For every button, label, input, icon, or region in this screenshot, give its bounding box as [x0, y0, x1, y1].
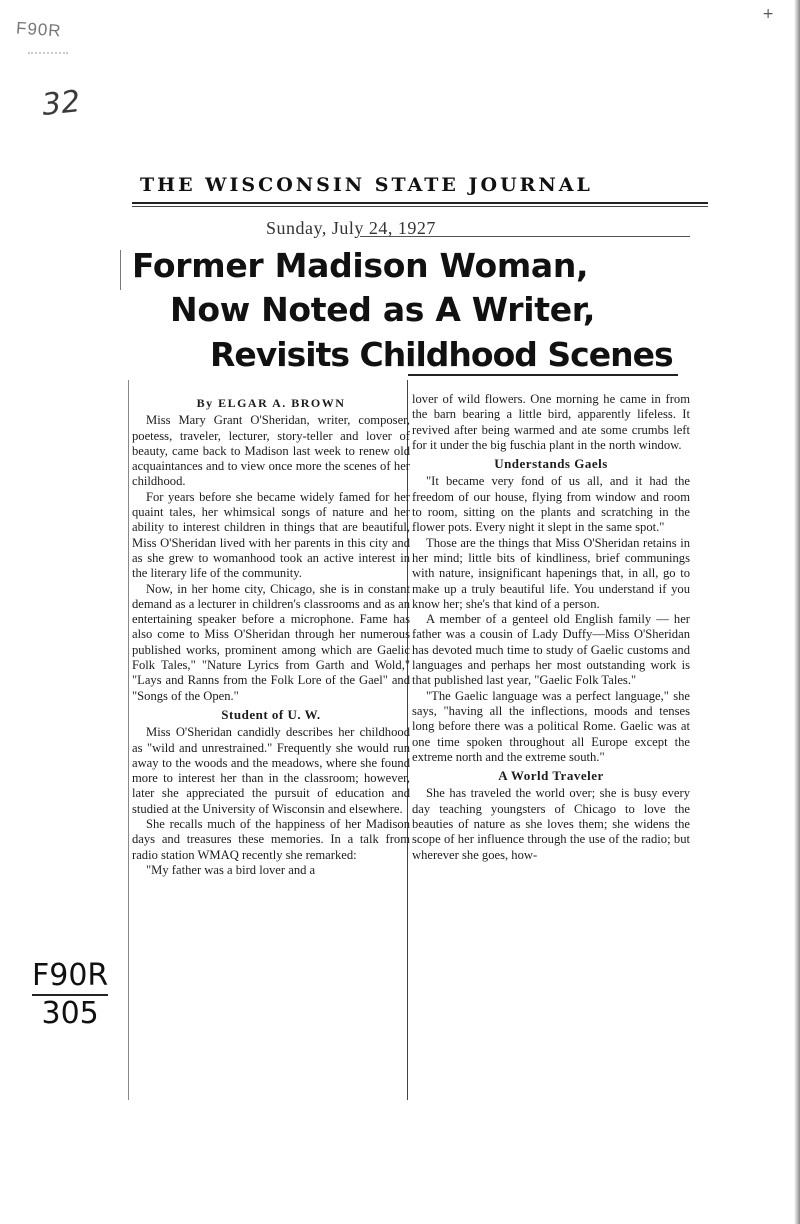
paragraph: For years before she became widely famed for her quaint tales, her whimsical songs of nature and her ability to interest children in things that are beautiful, Miss O'Sheridan lived with her parents in this city and as she grew to womanhood took an active interest in the literary life of the community. [132, 489, 410, 581]
paragraph: A member of a genteel old English family — her father was a cousin of Lady Duffy—Miss O'Sheridan has devoted much time to study of Gaelic customs and languages and perhaps her most outstanding work is that published last year, "Gaelic Folk Tales." [412, 612, 690, 688]
masthead: THE WISCONSIN STATE JOURNAL [140, 174, 593, 196]
right-column [412, 392, 690, 863]
corner-mark: + [762, 6, 774, 22]
handwritten-call-number [32, 958, 108, 1032]
subhead-traveler: A World Traveler [498, 768, 604, 784]
subhead-gaels: Understands Gaels [494, 456, 608, 472]
paragraph: "My father was a bird lover and a [146, 862, 316, 877]
dateline-rule [360, 236, 690, 237]
left-column-edge [128, 380, 129, 1100]
archive-smudge [28, 52, 68, 62]
paragraph: "The Gaelic language was a perfect language," she says, "having all the inflections, moods and tenses long before there was a political Rome. Gaelic was at one time spoken throughout all Europe except the extreme north and the extreme south." [412, 688, 690, 764]
headline-line-1: Former Madison Woman, [132, 246, 589, 285]
paragraph: Miss Mary Grant O'Sheridan, writer, composer, poetess, traveler, lecturer, story-teller and lover of beauty, came back to Madison last week to renew old acquaintances and to view once more the scenes of her childhood. [132, 413, 410, 489]
paragraph: Now, in her home city, Chicago, she is in constant demand as a lecturer in children's classrooms and as an entertaining speaker before a microphone. Fame has also come to Miss O'Sheridan through her numerous published works, prominent among which are Gaelic Folk Tales," "Nature Lyrics from Garth and Wold," "Lays and Ranns from the Folk Lore of the Gael" and "Songs of the Open." [132, 581, 410, 703]
paragraph: Miss O'Sheridan candidly describes her childhood as "wild and unrestrained." Frequently she would run away to the woods and the meadows, where she found more to interest her than in the classroom; however, later she appreciated the pursuit of education and studied at the University of Wisconsin and elsewhere. [132, 725, 410, 816]
masthead-rule [132, 202, 708, 204]
call-number-bottom: 305 [32, 994, 108, 1032]
paragraph: She has traveled the world over; she is busy every day teaching youngsters of Chicago to love the beauties of nature as she loves them; she widens the scope of her influence through the use of the radio; but wherever she goes, how- [412, 786, 690, 862]
subhead-student: Student of U. W. [221, 706, 321, 722]
call-number-top: F90R [32, 958, 109, 993]
dateline: Sunday, July 24, 1927 [266, 218, 436, 238]
headline-rule [408, 374, 678, 376]
headline-line-3: Revisits Childhood Scenes [210, 335, 673, 374]
archive-code-top: F90R [15, 18, 63, 41]
clipping-cut-edge [120, 250, 121, 290]
paragraph: Those are the things that Miss O'Sheridan retains in her mind; little bits of kindliness, brief communings with nature, insignificant hapenings that, in all, go to make up a truly beautiful life. You understand if you know her; she's that kind of a person. [412, 535, 690, 611]
newspaper-clipping [120, 170, 710, 1130]
paragraph: "It became very fond of us all, and it had the freedom of our house, flying from window and room to room, sitting on the plants and scratching in the flower pots. Every night it slept in the same spot." [412, 474, 690, 535]
masthead-rule-thin [132, 206, 708, 207]
paragraph: lover of wild flowers. One morning he came in from the barn bearing a little bird, apparently lifeless. It revived after being warmed and ate some crumbs left for it under the big fuschia plant in the north window. [412, 392, 690, 452]
paragraph: She recalls much of the happiness of her Madison days and treasures these memories. In a talk from radio station WMAQ recently she remarked: [132, 817, 410, 862]
headline-line-2: Now Noted as A Writer, [170, 290, 596, 329]
page-number: 32 [40, 84, 82, 123]
scan-edge-shadow [794, 0, 800, 1224]
left-column [132, 392, 410, 878]
byline: By ELGAR A. BROWN [196, 396, 346, 410]
